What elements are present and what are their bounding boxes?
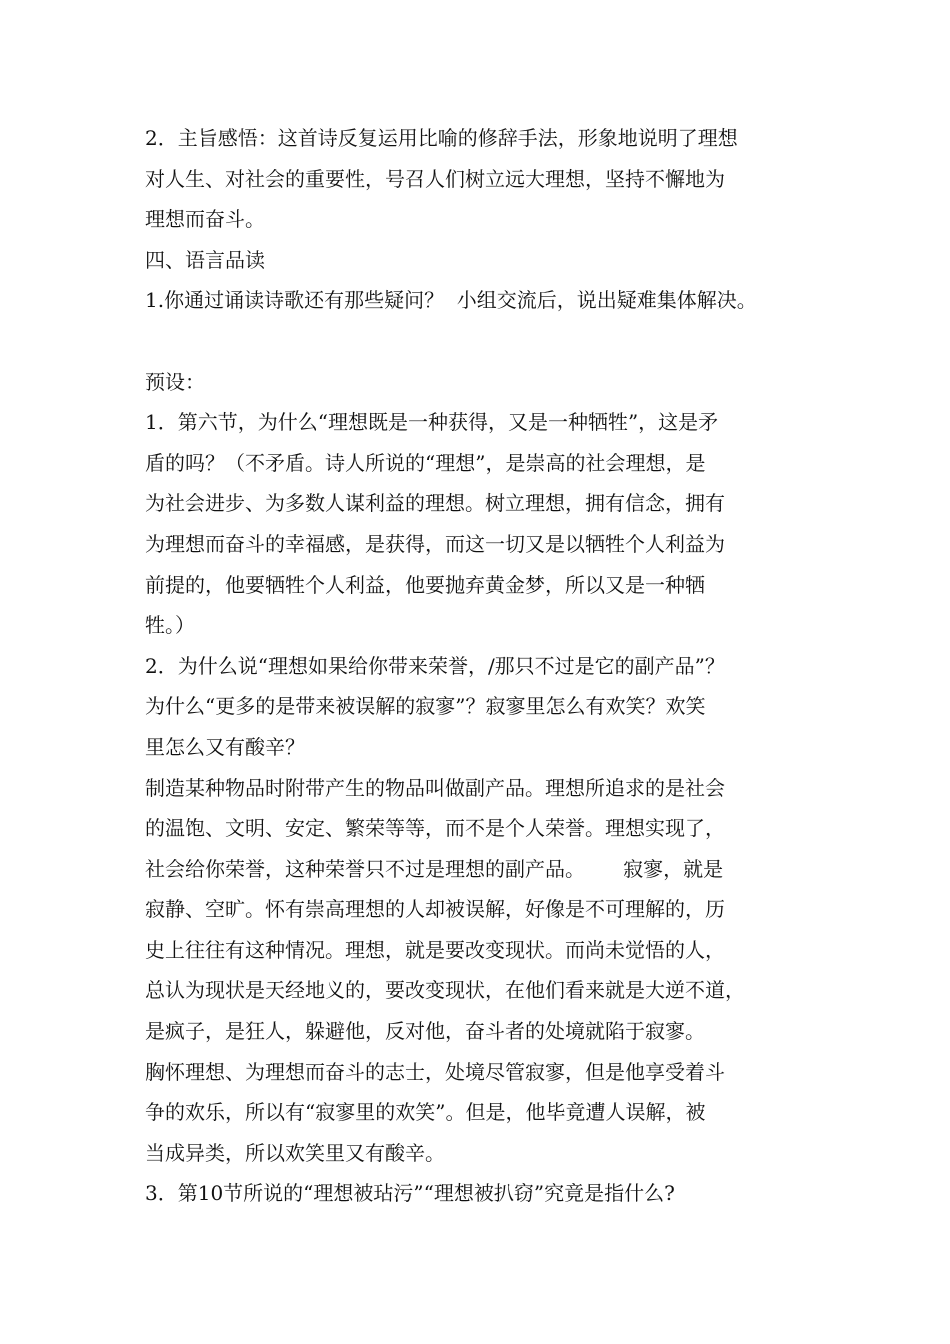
blank-line bbox=[145, 321, 835, 362]
paragraph-line: 预设： bbox=[145, 369, 205, 394]
paragraph-line: 2．主旨感悟：这首诗反复运用比喻的修辞手法，形象地说明了理想 bbox=[145, 126, 738, 150]
paragraph-line: 3．第10节所说的“理想被玷污”“理想被扒窃”究竟是指什么? bbox=[145, 1181, 675, 1206]
paragraph-line: 制造某种物品时附带产生的物品叫做副产品。理想所追求的是社会 bbox=[145, 775, 725, 800]
paragraph-line: 是疯子，是狂人，躲避他，反对他，奋斗者的处境就陷于寂寥。 bbox=[145, 1019, 705, 1044]
paragraph-line: 总认为现状是天经地义的，要改变现状，在他们看来就是大逆不道， bbox=[145, 978, 745, 1003]
paragraph-line: 的温饱、文明、安定、繁荣等等，而不是个人荣誉。理想实现了， bbox=[145, 816, 725, 841]
paragraph-line: 1．第六节，为什么“理想既是一种获得，又是一种牺牲”，这是矛 bbox=[145, 410, 719, 435]
paragraph-line: 争的欢乐，所以有“寂寥里的欢笑”。但是，他毕竟遭人误解，被 bbox=[145, 1100, 706, 1125]
paragraph-line: 胸怀理想、为理想而奋斗的志士，处境尽管寂寥，但是他享受着斗 bbox=[145, 1059, 725, 1084]
paragraph-line: 盾的吗？（不矛盾。诗人所说的“理想”，是崇高的社会理想，是 bbox=[145, 450, 706, 475]
document-body bbox=[145, 118, 835, 1214]
paragraph-line: 前提的，他要牺牲个人利益，他要抛弃黄金梦，所以又是一种牺 bbox=[145, 572, 705, 597]
paragraph-line: 社会给你荣誉，这种荣誉只不过是理想的副产品。 寂寥，就是 bbox=[145, 856, 724, 881]
paragraph-line: 为什么“更多的是带来被误解的寂寥”？寂寥里怎么有欢笑？欢笑 bbox=[145, 694, 706, 719]
paragraph-line: 为理想而奋斗的幸福感，是获得，而这一切又是以牺牲个人利益为 bbox=[145, 531, 725, 556]
paragraph-line: 1.你通过诵读诗歌还有那些疑问？ 小组交流后，说出疑难集体解决。 bbox=[145, 288, 757, 313]
paragraph-line: 里怎么又有酸辛？ bbox=[145, 734, 305, 759]
paragraph-line: 理想而奋斗。 bbox=[145, 207, 265, 232]
paragraph-line: 牲。） bbox=[145, 613, 195, 638]
section-heading: 四、语言品读 bbox=[145, 247, 265, 272]
paragraph-line: 对人生、对社会的重要性，号召人们树立远大理想，坚持不懈地为 bbox=[145, 166, 725, 191]
paragraph-line: 史上往往有这种情况。理想，就是要改变现状。而尚未觉悟的人， bbox=[145, 937, 725, 962]
paragraph-line: 2．为什么说“理想如果给你带来荣誉，/那只不过是它的副产品”？ bbox=[145, 653, 725, 678]
paragraph-line: 当成异类，所以欢笑里又有酸辛。 bbox=[145, 1140, 445, 1165]
paragraph-line: 为社会进步、为多数人谋利益的理想。树立理想，拥有信念，拥有 bbox=[145, 491, 725, 516]
paragraph-line: 寂静、空旷。怀有崇高理想的人却被误解，好像是不可理解的，历 bbox=[145, 897, 725, 922]
